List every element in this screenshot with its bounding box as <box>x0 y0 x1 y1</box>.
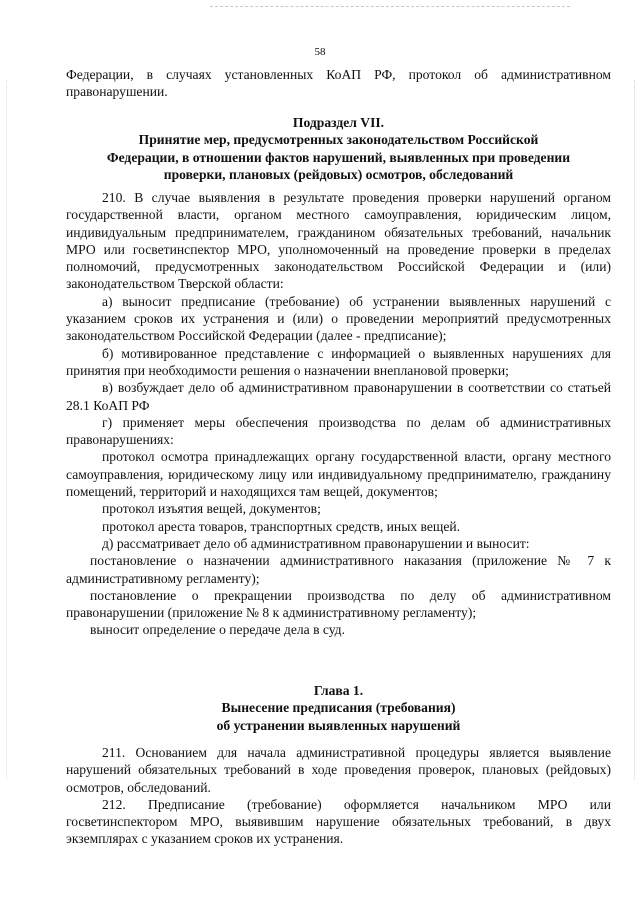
paragraph-210: 210. В случае выявления в результате проведения проверки нарушений органом государственной власти, органом местного самоуправления, юридическим лицом, индивидуальным предпринимателем, гражданином обязательных требований, начальник МРО или госветинспектор МРО, уполномоченный на проведение проверки в пределах полномочий, предусмотренных законодательством Российской Федерации и (или) законодательством Тверской области: <box>66 190 611 292</box>
section-body <box>66 189 611 639</box>
paragraph-212: 212. Предписание (требование) оформляется начальником МРО или госветинспектором МРО, выявившим нарушение обязательных требований, в двух экземплярах с указанием сроков их устранения. <box>66 796 611 847</box>
scan-artifact-left <box>6 80 8 780</box>
decision-penalty: постановление о назначении административного наказания (приложение № 7 к административному регламенту); <box>66 553 611 586</box>
subsection-heading-line-2: Федерации, в отношении фактов нарушений, выявленных при проведении <box>106 149 571 165</box>
scan-artifact-top <box>210 6 570 8</box>
subsection-heading <box>66 114 611 183</box>
chapter-heading <box>66 682 611 734</box>
subsection-title: Подраздел VII. <box>292 115 385 130</box>
protocol-arrest: протокол ареста товаров, транспортных средств, иных вещей. <box>102 518 461 534</box>
subsection-heading-line-1: Принятие мер, предусмотренных законодательством Российской <box>138 132 539 148</box>
decision-transfer: выносит определение о передаче дела в суд. <box>90 622 346 638</box>
chapter-title: Глава 1. <box>313 683 364 698</box>
paragraph-211: 211. Основанием для начала административной процедуры является выявление нарушений обязательных требований в ходе проведения проверок, плановых (рейдовых) осмотров, обследований. <box>66 745 611 795</box>
decision-termination: постановление о прекращении производства по делу об административном правонарушении (приложение № 8 к административному регламенту); <box>66 587 611 621</box>
protocol-inspection: протокол осмотра принадлежащих органу государственной власти, органу местного самоуправления, юридическому лицу или индивидуальному предпринимателю, гражданину помещений, территорий и находящихся там вещей, документов; <box>66 449 611 500</box>
chapter-heading-line-2: об устранении выявленных нарушений <box>216 717 461 733</box>
page-number: 58 <box>314 46 326 58</box>
item-v: в) возбуждает дело об административном правонарушении в соответствии со статьей 28.1 КоАП РФ <box>66 380 611 413</box>
item-a: а) выносит предписание (требование) об устранении выявленных нарушений с указанием сроков их устранения и (или) о проведении мероприятий предусмотренных законодательством Российской Федерации (далее - предписание); <box>66 293 611 344</box>
item-b: б) мотивированное представление с информацией о выявленных нарушениях для принятия при необходимости решения о назначении внеплановой проверки; <box>66 345 611 378</box>
item-d: д) рассматривает дело об административном правонарушении и выносит: <box>102 535 530 551</box>
chapter-body <box>66 744 611 848</box>
continuation-paragraph: Федерации, в случаях установленных КоАП РФ, протокол об административном правонарушении. <box>66 67 611 100</box>
chapter-heading-line-1: Вынесение предписания (требования) <box>221 700 456 716</box>
item-g: г) применяет меры обеспечения производства по делам об административных правонарушениях: <box>66 414 611 448</box>
subsection-heading-line-3: проверки, плановых (рейдовых) осмотров, обследований <box>163 166 514 182</box>
scan-artifact-right <box>634 80 636 780</box>
protocol-seizure: протокол изъятия вещей, документов; <box>102 501 321 517</box>
